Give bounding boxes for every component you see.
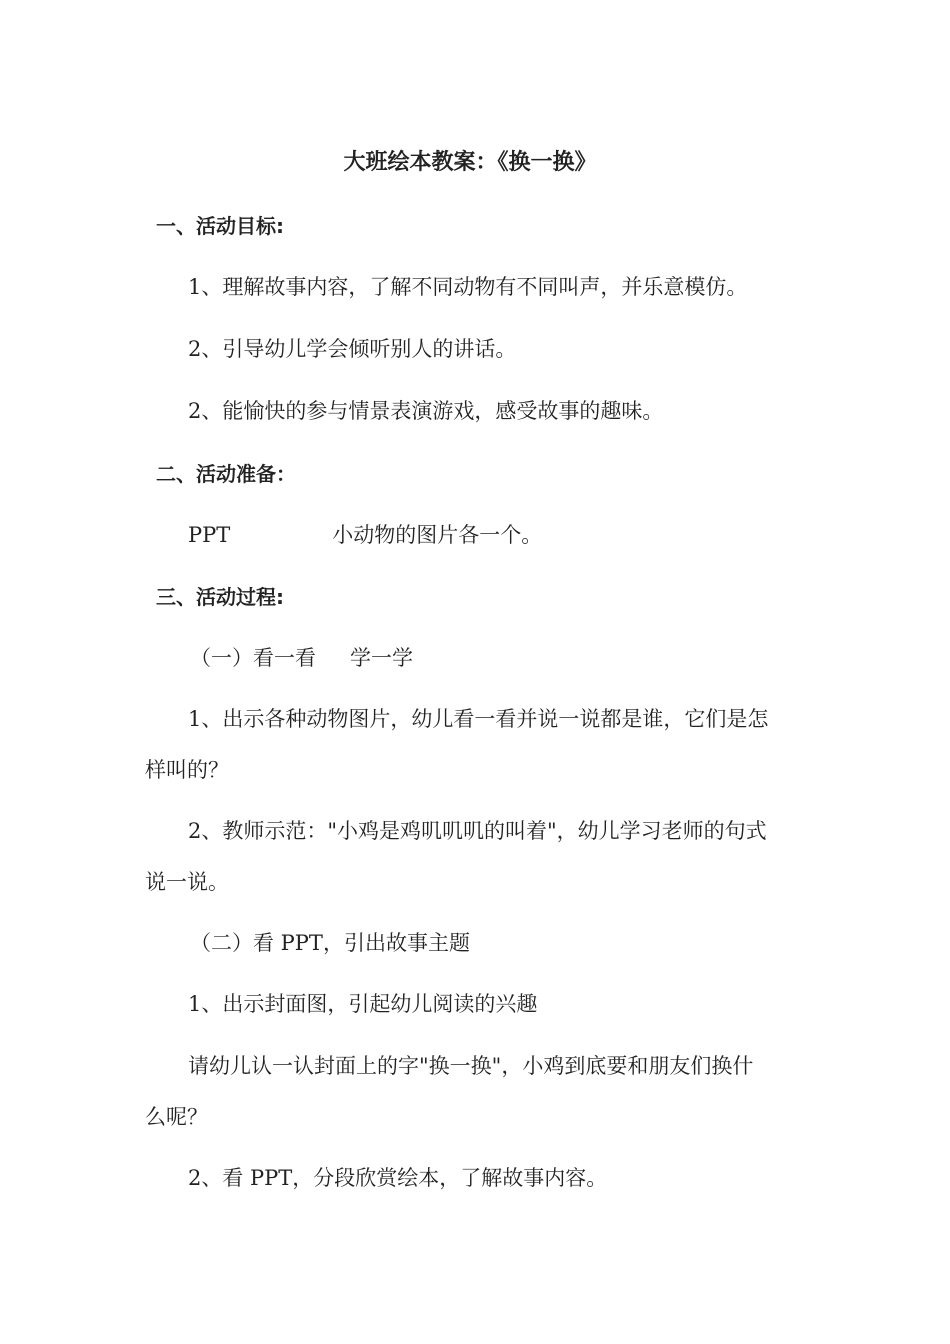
step2-line2: 说一说。 <box>145 870 229 894</box>
step3-line: 1、出示封面图，引起幼儿阅读的兴趣 <box>188 992 538 1016</box>
step3-detail-line1: 请幼儿认一认封面上的字"换一换"，小鸡到底要和朋友们换什 <box>188 1054 754 1078</box>
page-title: 大班绘本教案：《换一换》 <box>343 150 597 175</box>
step1-line2: 样叫的？ <box>145 758 229 782</box>
goal-item-1: 1、理解故事内容，了解不同动物有不同叫声，并乐意模仿。 <box>188 275 748 299</box>
section-heading-preparation: 二、活动准备： <box>156 462 296 486</box>
preparation-materials: 小动物的图片各一个。 <box>332 523 543 547</box>
preparation-ppt: PPT <box>188 523 231 547</box>
preparation-line <box>188 522 542 548</box>
process-part1-heading <box>190 645 413 671</box>
section-heading-goals: 一、活动目标: <box>156 214 284 238</box>
step4-line: 2、看 PPT，分段欣赏绘本，了解故事内容。 <box>188 1166 608 1190</box>
process-part2-heading: （二）看 PPT，引出故事主题 <box>190 931 470 955</box>
process-part1-b: 学一学 <box>350 646 413 670</box>
goal-item-2: 2、引导幼儿学会倾听别人的讲话。 <box>188 337 517 361</box>
goal-item-3: 2、能愉快的参与情景表演游戏，感受故事的趣味。 <box>188 399 664 423</box>
step1-line1: 1、出示各种动物图片，幼儿看一看并说一说都是谁，它们是怎 <box>188 707 769 731</box>
process-part1-a: （一）看一看 <box>190 646 316 670</box>
section-heading-process: 三、活动过程: <box>156 585 284 609</box>
step2-line1: 2、教师示范："小鸡是鸡叽叽叽的叫着"，幼儿学习老师的句式 <box>188 819 767 843</box>
step3-detail-line2: 么呢？ <box>145 1105 208 1129</box>
